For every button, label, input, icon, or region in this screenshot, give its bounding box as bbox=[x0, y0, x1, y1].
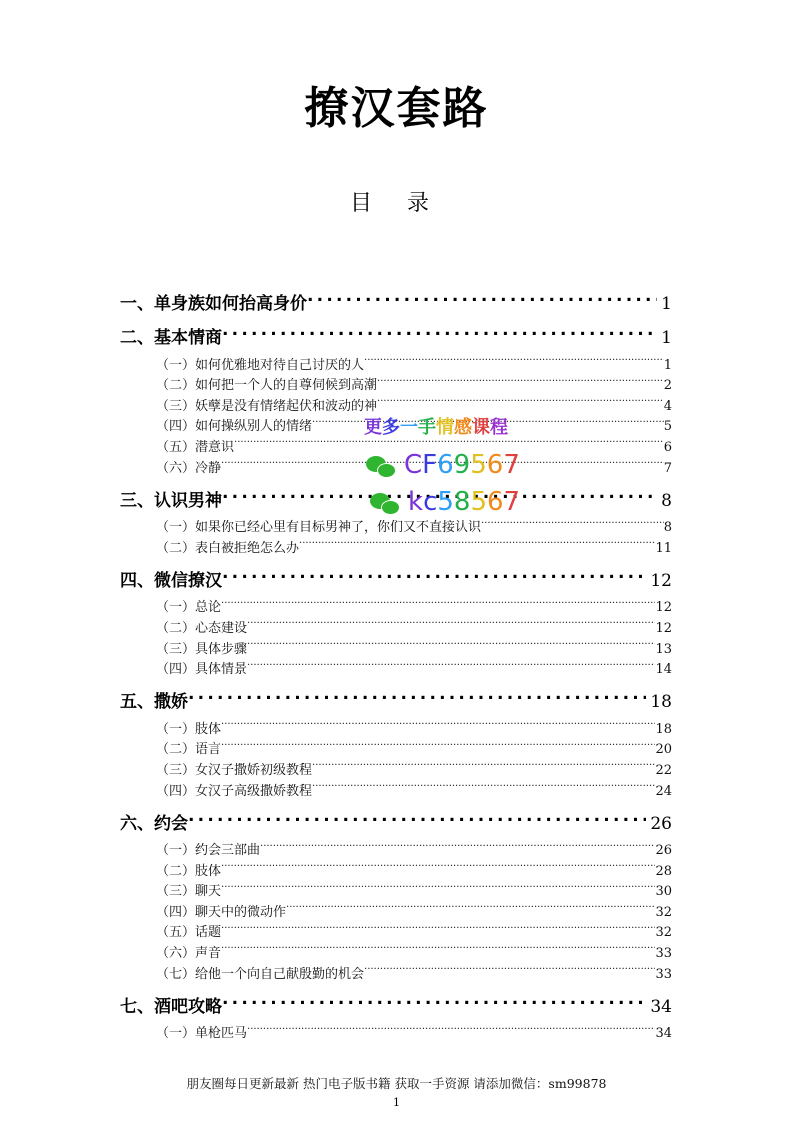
toc-subsection-entry[interactable] bbox=[120, 733, 672, 758]
toc-page-number: 11 bbox=[655, 540, 672, 556]
toc-page-number: 32 bbox=[655, 904, 672, 920]
dot-leader bbox=[222, 317, 657, 343]
toc-page-number: 28 bbox=[655, 863, 672, 879]
toc-page-number: 32 bbox=[655, 925, 672, 941]
toc-subsection-entry[interactable] bbox=[120, 632, 672, 657]
dot-leader bbox=[221, 733, 655, 754]
table-of-contents bbox=[120, 283, 672, 1042]
toc-section-entry[interactable] bbox=[120, 681, 672, 713]
toc-subsection-title: （一）如果你已经心里有目标男神了，你们又不直接认识 bbox=[156, 520, 482, 536]
toc-page-number: 18 bbox=[650, 692, 672, 713]
dot-leader bbox=[286, 895, 655, 916]
toc-page-number: 30 bbox=[655, 884, 672, 900]
dot-leader bbox=[221, 875, 655, 896]
footer-promo: 朋友圈每日更新最新 热门电子版书籍 获取一手资源 请添加微信：sm99878 bbox=[186, 1076, 607, 1091]
toc-section-entry[interactable] bbox=[120, 803, 672, 834]
toc-subsection-title: （四）聊天中的微动作 bbox=[156, 904, 287, 920]
toc-subsection-title: （二）如何把一个人的自尊伺候到高潮 bbox=[156, 378, 378, 394]
toc-subsection-title: （四）如何操纵别人的情绪 bbox=[156, 419, 313, 435]
toc-subsection-title: （一）约会三部曲 bbox=[156, 843, 261, 859]
toc-subsection-title: （二）肢体 bbox=[156, 863, 222, 879]
dot-leader bbox=[221, 936, 655, 957]
dot-leader bbox=[312, 774, 655, 795]
toc-subsection-title: （五）话题 bbox=[156, 925, 222, 941]
toc-subsection-entry[interactable] bbox=[120, 916, 672, 941]
toc-subsection-entry[interactable] bbox=[120, 389, 672, 414]
toc-subsection-title: （二）语言 bbox=[156, 742, 222, 758]
watermark-promo-text: 更多一手情感课程 bbox=[364, 417, 508, 438]
toc-section-entry[interactable] bbox=[120, 560, 672, 591]
dot-leader bbox=[377, 369, 664, 390]
dot-leader bbox=[221, 451, 664, 472]
toc-subsection-entry[interactable] bbox=[120, 410, 672, 435]
toc-page-number: 1 bbox=[663, 357, 672, 373]
toc-section-title: 七、酒吧攻略 bbox=[120, 996, 222, 1017]
toc-page-number: 12 bbox=[650, 570, 672, 591]
dot-leader bbox=[312, 410, 664, 431]
toc-section-title: 一、单身族如何抬高身价 bbox=[120, 294, 307, 314]
dot-leader bbox=[377, 389, 664, 410]
dot-leader bbox=[312, 753, 655, 774]
toc-page-number: 20 bbox=[655, 742, 672, 758]
toc-subsection-entry[interactable] bbox=[120, 430, 672, 455]
toc-subsection-title: （六）声音 bbox=[156, 946, 222, 962]
toc-section-title: 六、约会 bbox=[120, 813, 188, 834]
toc-section-entry[interactable] bbox=[120, 480, 672, 511]
toc-subsection-entry[interactable] bbox=[120, 936, 672, 962]
toc-subsection-title: （一）总论 bbox=[156, 600, 222, 616]
toc-section-title: 二、基本情商 bbox=[120, 328, 222, 348]
dot-leader bbox=[247, 632, 655, 653]
toc-page-number: 33 bbox=[655, 946, 672, 962]
watermark-id-2: kc58567 bbox=[408, 487, 521, 517]
dot-leader bbox=[221, 591, 655, 612]
toc-page-number: 22 bbox=[655, 762, 672, 778]
toc-subsection-title: （一）肢体 bbox=[156, 721, 222, 737]
toc-page-number: 26 bbox=[655, 843, 672, 859]
toc-subsection-entry[interactable] bbox=[120, 451, 672, 476]
toc-subsection-title: （一）如何优雅地对待自己讨厌的人 bbox=[156, 357, 365, 373]
dot-leader bbox=[247, 611, 655, 632]
toc-subsection-title: （二）心态建设 bbox=[156, 620, 248, 636]
toc-page-number: 33 bbox=[655, 966, 672, 982]
toc-subsection-title: （三）女汉子撒娇初级教程 bbox=[156, 762, 313, 778]
toc-subsection-title: （四）女汉子高级撒娇教程 bbox=[156, 783, 313, 799]
toc-section-entry[interactable] bbox=[120, 986, 672, 1017]
toc-page-number: 7 bbox=[663, 460, 672, 476]
toc-subsection-title: （五）潜意识 bbox=[156, 439, 235, 455]
toc-subsection-entry[interactable] bbox=[120, 712, 672, 737]
toc-subsection-title: （三）妖孽是没有情绪起伏和波动的神 bbox=[156, 398, 378, 414]
dot-leader bbox=[222, 480, 657, 506]
toc-page-number: 4 bbox=[663, 398, 672, 414]
dot-leader bbox=[221, 916, 655, 937]
toc-subsection-entry[interactable] bbox=[120, 957, 672, 982]
toc-subsection-entry[interactable] bbox=[120, 348, 672, 373]
toc-section-title: 三、认识男神 bbox=[120, 490, 222, 511]
toc-subsection-entry[interactable] bbox=[120, 369, 672, 394]
toc-page-number: 1 bbox=[661, 328, 672, 348]
dot-leader bbox=[222, 560, 646, 586]
toc-subsection-entry[interactable] bbox=[120, 1017, 672, 1042]
toc-page-number: 24 bbox=[655, 783, 672, 799]
toc-subsection-title: （二）表白被拒绝怎么办 bbox=[156, 540, 300, 556]
toc-page-number: 13 bbox=[655, 641, 672, 657]
dot-leader bbox=[364, 957, 655, 978]
toc-page-number: 8 bbox=[661, 490, 672, 511]
toc-section-title: 四、微信撩汉 bbox=[120, 570, 222, 591]
dot-leader bbox=[299, 531, 655, 552]
dot-leader bbox=[221, 854, 655, 875]
toc-section-entry[interactable] bbox=[120, 283, 672, 314]
toc-subsection-entry[interactable] bbox=[120, 591, 672, 616]
toc-page-number: 34 bbox=[650, 996, 672, 1017]
toc-subsection-entry[interactable] bbox=[120, 854, 672, 879]
dot-leader bbox=[260, 834, 655, 855]
toc-section-entry[interactable] bbox=[120, 317, 672, 348]
page-number: 1 bbox=[393, 1096, 400, 1109]
dot-leader bbox=[222, 986, 646, 1012]
dot-leader bbox=[188, 803, 646, 829]
toc-page-number: 12 bbox=[655, 620, 672, 636]
dot-leader bbox=[247, 1017, 655, 1038]
toc-subsection-title: （七）给他一个向自己献殷勤的机会 bbox=[156, 966, 365, 982]
toc-subsection-entry[interactable] bbox=[120, 753, 672, 778]
dot-leader bbox=[364, 348, 664, 369]
toc-subsection-title: （一）单枪匹马 bbox=[156, 1026, 248, 1042]
toc-subsection-entry[interactable] bbox=[120, 531, 672, 556]
toc-subsection-title: （三）聊天 bbox=[156, 884, 222, 900]
dot-leader bbox=[307, 283, 657, 309]
toc-subsection-entry[interactable] bbox=[120, 653, 672, 678]
toc-subsection-title: （六）冷静 bbox=[156, 460, 222, 476]
dot-leader bbox=[481, 511, 664, 532]
toc-page-number: 5 bbox=[663, 419, 672, 435]
toc-subsection-title: （四）具体情景 bbox=[156, 662, 248, 678]
dot-leader bbox=[247, 653, 655, 674]
toc-section-title: 五、撒娇 bbox=[120, 692, 188, 713]
toc-page-number: 14 bbox=[655, 662, 672, 678]
toc-subsection-title: （三）具体步骤 bbox=[156, 641, 248, 657]
toc-page-number: 26 bbox=[650, 813, 672, 834]
toc-page-number: 18 bbox=[655, 721, 672, 737]
toc-page-number: 34 bbox=[655, 1026, 672, 1042]
toc-subsection-entry[interactable] bbox=[120, 895, 672, 920]
toc-page-number: 6 bbox=[663, 439, 672, 455]
toc-heading: 目 录 bbox=[350, 191, 443, 216]
toc-page-number: 8 bbox=[663, 520, 672, 536]
toc-subsection-entry[interactable] bbox=[120, 834, 672, 859]
toc-subsection-entry[interactable] bbox=[120, 774, 672, 799]
toc-subsection-entry[interactable] bbox=[120, 511, 672, 536]
toc-page-number: 12 bbox=[655, 600, 672, 616]
toc-subsection-entry[interactable] bbox=[120, 875, 672, 900]
toc-page-number: 2 bbox=[663, 378, 672, 394]
dot-leader bbox=[188, 681, 646, 707]
watermark-id-1: CF69567 bbox=[404, 450, 520, 480]
toc-page-number: 1 bbox=[661, 294, 672, 314]
document-title: 撩汉套路 bbox=[304, 83, 489, 134]
toc-subsection-entry[interactable] bbox=[120, 611, 672, 636]
dot-leader bbox=[221, 712, 655, 733]
dot-leader bbox=[234, 430, 664, 451]
